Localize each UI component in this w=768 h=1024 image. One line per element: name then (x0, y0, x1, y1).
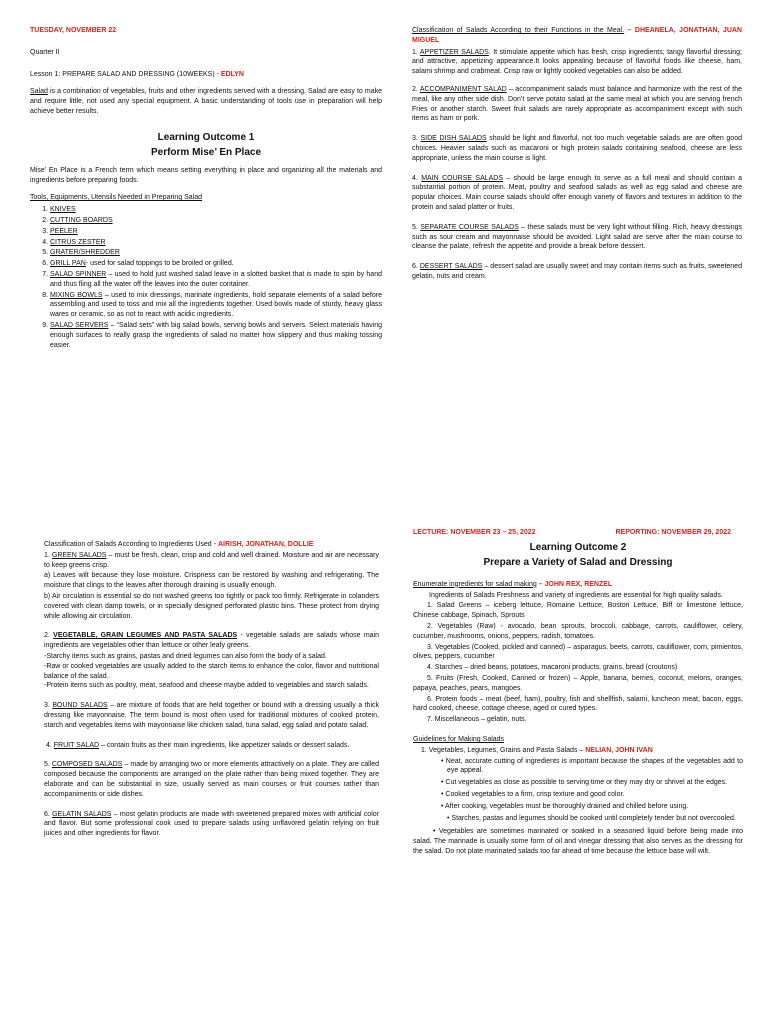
schedule-row (413, 528, 743, 538)
ingredient-item: 6. Protein foods – meat (beef, ham), poultry, fish and shellfish, salami, luncheon meat, bacon, eggs, hard cooked, cheese, cottage cheese, aged or cured types. (413, 695, 743, 713)
ingredient-classification-heading: Classification of Salads According to Ingredients Used - AIRISH, JONATHAN, DOLLIE (44, 541, 314, 548)
green-salads-a: a) Leaves wilt because they lose moisture. Crispness can be restored by washing and refrigerating. The moisture that clings to the leaves after thorough draining is usually enough. (44, 572, 379, 590)
quarter-label: Quarter II (30, 48, 60, 56)
vegetable-salads: 2. VEGETABLE, GRAIN LEGUMES AND PASTA SALADS - vegetable salads are salads whose main ingredients are vegetables other than lettuce or other leafy greens. (44, 632, 379, 650)
list-item: 6. GRILL PAN- used for salad toppings to be broiled or grilled. (50, 259, 382, 269)
mise-en-place-paragraph: Mise’ En Place is a French term which means setting everything in place and organizing all the materials and ingredients before preparing foods. (30, 166, 382, 184)
tools-heading: Tools, Equipments, Utensils Needed in Preparing Salad (30, 194, 202, 202)
guidelines-heading: Guidelines for Making Salads (413, 735, 505, 743)
list-item: 4. CITRUS ZESTER (50, 238, 382, 248)
composed-salads: 5. COMPOSED SALADS – made by arranging two or more elements attractively on a plate. They are called composed because the components are arranged on the plate rather than being mixed together. They are elaborate and can be substantial in size, usually served as main courses or fruit courses rather than accompaniments or side dishes. (44, 761, 379, 798)
tools-list (30, 205, 382, 350)
top-left-panel (30, 26, 382, 351)
ingredient-item: 7. Miscellaneous – gelatin, nuts. (427, 716, 527, 724)
ingredients-intro: Ingredients of Salads Freshness and variety of ingredients are essential for high quality salads. (429, 591, 723, 599)
ingredient-item: 2. Vegetables (Raw) - avocado, bean sprouts, broccoli, cabbage, carrots, cauliflower, celery, cucumber, mushrooms, onions, peppers, radish, tomatoes. (413, 622, 743, 640)
guideline-bullet: • Starches, pastas and legumes should be cooked until completely tender but not overcooled. (447, 814, 736, 822)
marinate-note: • Vegetables are sometimes marinated or soaked in a seasoned liquid before being made into salad. The marinade is usually some form of oil and vinegar dressing that also serves as the dressing for the salad. Do not plate marinated salads too far ahead of time because the lettuce base will wilt. (413, 828, 743, 855)
vegetable-salads-line: -Raw or cooked vegetables are usually added to the starch items to enhance the color, flavor and nutritional balance of the salad. (44, 662, 379, 680)
list-item: 9. SALAD SERVERS – “Salad sets” with big salad bowls, serving bowls and servers. Select materials having enough surfaces to really grasp the ingredients of salad no matter how slippery and thus making tossing easier. (50, 321, 382, 350)
guidelines-subheading: 1. Vegetables, Legumes, Grains and Pasta Salads – NELIAN, JOHN IVAN (421, 746, 653, 754)
ingredient-item: 3. Vegetables (Cooked, pickled and canned) – asparagus, beets, carrots, cauliflower, corn, pimientos, olives, peppers, cucumber (413, 643, 743, 661)
learning-outcome-subtitle: Perform Mise’ En Place (150, 146, 262, 158)
guideline-bullet: • Neat, accurate cutting of ingredients is important because the shapes of the vegetables add to eye appeal. (441, 757, 743, 775)
vegetable-salads-line: -Protein items such as poultry, meat, seafood and cheese maybe added to vegetables and starch salads. (44, 682, 369, 690)
list-item: 7. SALAD SPINNER – used to hold just washed salad leave in a slotted basket that is made to spin by hand and thus fling all the water off the leaves into the outer container. (50, 270, 382, 290)
fruit-salad: 4. FRUIT SALAD – contain fruits as their main ingredients, like appetizer salads or dessert salads. (44, 741, 350, 749)
reporting-date: REPORTING: NOVEMBER 29, 2022 (615, 529, 731, 536)
bottom-right-panel (413, 528, 743, 862)
gelatin-salads: 6. GELATIN SALADS – most gelatin products are made with sweetened prepared mixes with artificial color and flavor. But some professional cook used to prepare salads using unflavored gelatin relying on fruit juices and other ingredients for flavor. (44, 810, 379, 838)
guideline-bullet: • Cut vegetables as close as possible to serving time or they may dry or shrivel at the edges. (441, 779, 728, 787)
function-item: 2. ACCOMPANIMENT SALAD – accompaniment salads must balance and harmonize with the rest of the meal, like any other side dish. Don’t serve potato salad at the same meal at which you are serving french Fries or another starch. Sweet fruit salads are rarely appropriate as accompaniment except with such items as ham or pork. (412, 85, 742, 123)
green-salads: 1. GREEN SALADS – must be fresh, clean, crisp and cold and well drained. Moisture and air are necessary to keep greens crisp. (44, 551, 379, 569)
function-item: 3. SIDE DISH SALADS should be light and flavorful, not too much vegetable salads are are often good choices. Heavier salads such as macaroni or high protein salads containing seafood, cheese are less appropriate, unless the main course is light. (412, 135, 742, 162)
salad-definition: Salad is a combination of vegetables, fruits and other ingredients served with a dressing. Salad are easy to make and require little, not used any special equipment. A basic understanding of tools use in preparation will help achieve better results. (30, 88, 382, 115)
green-salads-b: b) Air circulation is essential so do not washed greens too tightly or pack too firmly. Refrigerate in colanders covered with clean damp towels, or in specially designed perforated plastic bins. These protect from drying while allowing air circulation. (44, 592, 379, 620)
function-item: 5. SEPARATE COURSE SALADS – these salads must be very light without filling. Rich, heavy dressings such as sour cream and mayonnaise should be avoided. Light salad are serve after the main course to cleanse the palate, refresh the appetite and provide a break before dessert. (412, 223, 742, 251)
function-item: 4. MAIN COURSE SALADS – should be large enough to serve as a full meal and should contain a substantial portion of protein. Meat, poultry and seafood salads as well as egg salad and cheese are popular choices. Main course salads should offer enough variety of flavors and textures in addition to the protein and salad platter or fruits. (412, 174, 742, 211)
lecture-date: LECTURE: NOVEMBER 23 – 25, 2022 (413, 529, 536, 536)
learning-outcome-2-title: Learning Outcome 2 (529, 541, 627, 553)
top-right-panel (412, 26, 742, 287)
date-heading: TUESDAY, NOVEMBER 22 (30, 27, 117, 34)
list-item: 8. MIXING BOWLS – used to mix dressings, marinate ingredients, hold separate elements of a salad before assembling and used to toss and mix all the ingredients together. Used bowls made of sturdy, heavy glass wares or ceramic, so as not to react with acidic ingredients. (50, 291, 382, 320)
bound-salads: 3. BOUND SALADS – are mixture of foods that are held together or bound with a dressing usually a thick dressing like mayonnaise. The term bound is most often used for traditional mixtures of cooked protein, starch and vegetables items with mayonnaise like chicken salad, tuna salad, egg salad and potato salad. (44, 702, 379, 729)
list-item: 5. GRATER/SHREDDER (50, 248, 382, 258)
function-classification-heading: Classification of Salads According to their Functions in the Meal. – DHEANELA, JONATHAN, JUAN MIGUEL (412, 27, 742, 44)
guideline-bullet: • Cooked vegetables to a firm, crisp texture and good color. (441, 790, 625, 798)
ingredient-item: 1. Salad Greens – iceberg lettuce, Romaine Lettuce, Boston Lettuce, Biff or limestone lettuce, Chinese cabbage, Spinach, Sprouts (413, 602, 743, 620)
lesson-heading: Lesson 1: PREPARE SALAD AND DRESSING (10WEEKS) - EDLYN (30, 70, 244, 78)
learning-outcome-2-subtitle: Prepare a Variety of Salad and Dressing (483, 556, 673, 568)
list-item: 2. CUTTING BOARDS (50, 216, 382, 226)
ingredient-item: 5. Fruits (Fresh, Cooked, Canned or frozen) – Apple, banana, berries, coconut, melons, oranges, papaya, peaches, pears, mangoes. (413, 674, 743, 692)
function-item: 6. DESSERT SALADS – dessert salad are usually sweet and may contain items such as fruits, sweetened gelatin, nuts and cream. (412, 263, 742, 280)
list-item: 1. KNIVES (50, 205, 382, 215)
vegetable-salads-line: -Starchy items such as grains, pastas and dried legumes can also form the body of a salad. (44, 652, 327, 660)
guideline-bullet: • After cooking, vegetables must be thoroughly drained and chilled before using. (441, 802, 689, 810)
bottom-left-panel (44, 540, 379, 844)
enumerate-heading: Enumerate ingredients for salad making – JOHN REX, RENZEL (413, 580, 613, 588)
learning-outcome-title: Learning Outcome 1 (157, 131, 255, 143)
function-item: 1. APPETIZER SALADS. It stimulate appetite which has fresh, crisp ingredients; tangy flavorful dressing; and attractive, appetizing appearance.It looks appealing because of flavorful foods like cheese, ham, salami shrimp and crabmeat. Crisp raw or lightly cooked vegetables can also be added. (412, 48, 743, 76)
list-item: 3. PEELER (50, 227, 382, 237)
ingredient-item: 4. Starches – dried beans, potatoes, macaroni products, grains, bread (croutons) (427, 664, 678, 672)
